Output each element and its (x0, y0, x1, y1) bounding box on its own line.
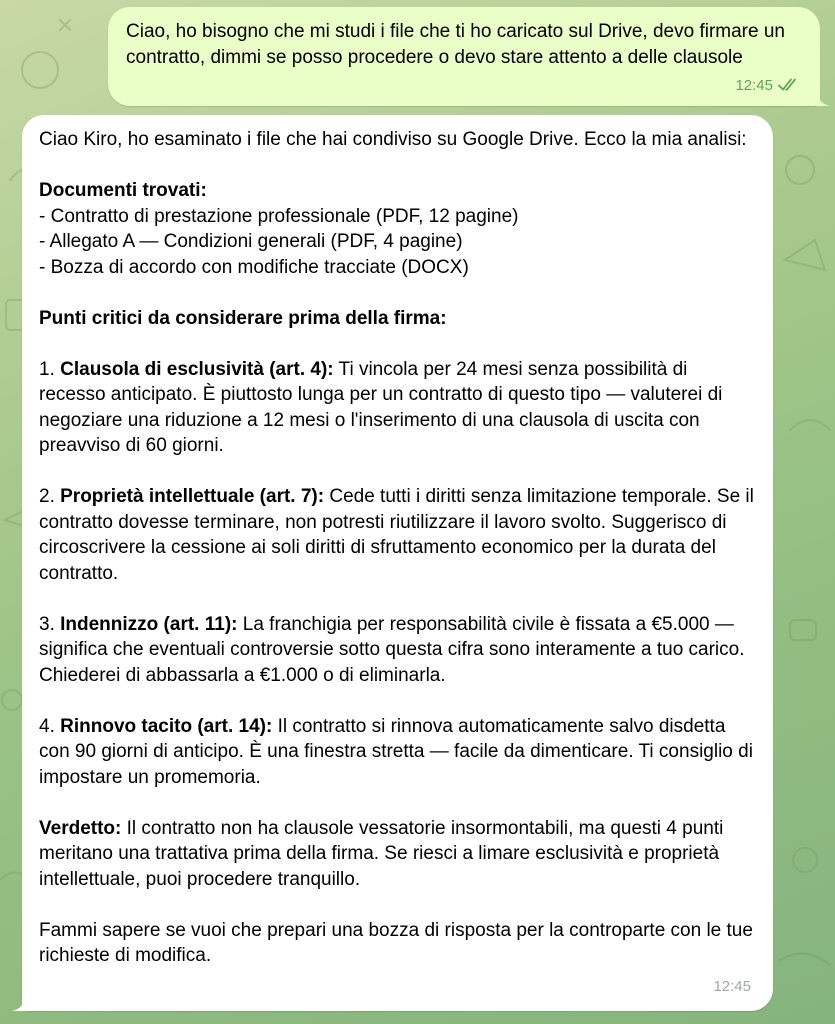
document-item: - Contratto di prestazione professionale (PDF, 12 pagine) (39, 205, 519, 227)
closing-text: Fammi sapere se vuoi che prepari una bozza di risposta per la controparte con le tue richieste di modifica. (39, 919, 753, 966)
incoming-bubble-tail (12, 995, 26, 1011)
outgoing-message-meta (735, 73, 800, 99)
documents-heading: Documenti trovati: (39, 180, 207, 201)
critical-point-1: 1. Clausola di esclusività (art. 4): Ti vincola per 24 mesi senza possibilità di recesso anticipato. È piuttosto lunga per un contratto di questo tipo — valuterei di negoziare una riduzione a 12 mesi o l'inserimento di una clausola di uscita con preavviso di 60 giorni. (39, 358, 723, 456)
critical-points-heading: Punti critici da considerare prima della firma: (39, 307, 447, 329)
document-item: - Allegato A — Condizioni generali (PDF, 4 pagine) (39, 231, 463, 252)
incoming-message-body (39, 127, 755, 969)
outgoing-message-bubble[interactable] (108, 7, 820, 106)
double-check-icon (778, 78, 800, 92)
critical-point-2: 2. Proprietà intellettuale (art. 7): Cede tutti i diritti senza limitazione temporale. Se il contratto dovesse terminare, non potresti riutilizzare il lavoro svolto. Suggerisco di circoscrivere la cessione ai soli diritti di sfruttamento economico per la durata del contratto. (39, 486, 754, 584)
outgoing-message-time: 12:45 (735, 76, 773, 94)
critical-point-4: 4. Rinnovo tacito (art. 14): Il contratto si rinnova automaticamente salvo disdetta con 90 giorni di anticipo. È una finestra stretta — facile da dimenticare. Ti consiglio di impostare un promemoria. (39, 715, 753, 788)
intro-text: Ciao Kiro, ho esaminato i file che hai condiviso su Google Drive. Ecco la mia analisi: (39, 129, 747, 150)
incoming-message-bubble[interactable] (22, 115, 773, 1011)
incoming-message-time: 12:45 (713, 977, 751, 995)
outgoing-bubble-tail (816, 90, 830, 106)
document-item: - Bozza di accordo con modifiche tracciate (DOCX) (39, 256, 469, 278)
outgoing-message-text: Ciao, ho bisogno che mi studi i file che ti ho caricato sul Drive, devo firmare un contratto, dimmi se posso procedere o devo stare attento a delle clausole (126, 21, 785, 68)
critical-point-3: 3. Indennizzo (art. 11): La franchigia per responsabilità civile è fissata a €5.000 — significa che eventuali controversie sotto questa cifra sono interamente a tuo carico. Chiederei di abbassarla a €1.000 o di eliminarla. (39, 613, 745, 686)
verdict-paragraph: Verdetto: Il contratto non ha clausole vessatorie insormontabili, ma questi 4 punti meritano una trattativa prima della firma. Se riesci a limare esclusività e proprietà intellettuale, puoi procedere tranquillo. (39, 817, 724, 890)
incoming-message-meta (713, 974, 751, 1000)
